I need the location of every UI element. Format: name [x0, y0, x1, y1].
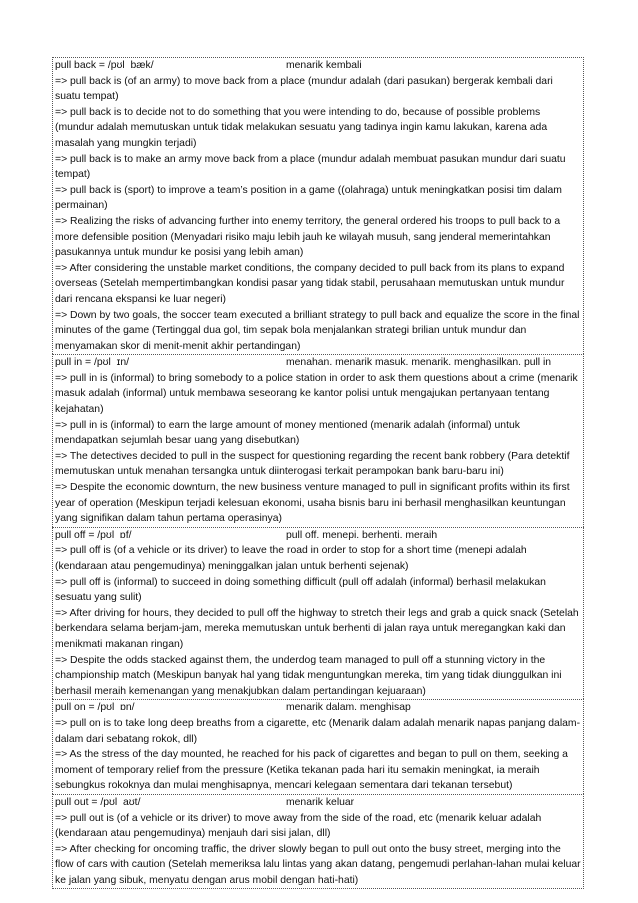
definition-line: => pull back is (sport) to improve a team’s position in a game ((olahraga) untuk meningkatkan posisi tim dalam permainan): [55, 184, 562, 212]
example-line: => Despite the odds stacked against them, the underdog team managed to pull off a stunning victory in the championship match (Meskipun banyak hal yang tidak menguntungkan mereka, tim yang tidak diunggulkan ini berhasil meraih kemenangan yang menakjubkan dalam pertandingan kejuaraan): [55, 654, 562, 697]
entry-heading: [55, 528, 581, 544]
example-line: => After driving for hours, they decided to pull off the highway to stretch their legs and grab a quick snack (Setelah berkendara selama berjam-jam, mereka memutuskan untuk berhenti di jalan raya untuk meregangkan kaki dan menikmati makanan ringan): [55, 607, 579, 650]
entry-pull-in: [52, 354, 584, 527]
example-line: => As the stress of the day mounted, he reached for his pack of cigarettes and began to pull on them, seeking a moment of temporary relief from the pressure (Ketika tekanan pada hari itu semakin meningkat, ia meraih sebungkus rokoknya dan mulai menghisapnya, mencari kelegaan sementara dari tekanan tersebut): [55, 749, 568, 792]
entry-term: pull on = /pʊl ɒn/: [55, 702, 135, 714]
entry-meaning: menahan. menarik masuk. menarik. menghasilkan. pull in: [286, 357, 552, 369]
entry-term: pull in = /pʊl ɪn/: [55, 357, 130, 369]
entry-term: pull off = /pʊl ɒf/: [55, 529, 132, 541]
definition-line: => pull in is (informal) to bring somebody to a police station in order to ask them questions about a crime (menarik masuk adalah (informal) untuk membawa seseorang ke kantor polisi untuk mengajukan pertanyaan tentang kejahatan): [55, 372, 578, 416]
entry-meaning: pull off. menepi. berhenti. meraih: [286, 529, 438, 541]
entry-heading: [55, 58, 581, 74]
entry-term: pull out = /pʊl aʊt/: [55, 796, 141, 808]
document-body: [52, 57, 584, 889]
entry-pull-on: [52, 699, 584, 794]
entry-pull-out: [52, 794, 584, 890]
entry-pull-off: [52, 527, 584, 700]
example-line: => After checking for oncoming traffic, the driver slowly began to pull out onto the busy street, merging into the flow of cars with caution (Setelah memeriksa lalu lintas yang akan datang, pengemudi perlahan-lahan mulai keluar ke jalan yang sibuk, menyatu dengan arus mobil dengan hati-hati): [55, 843, 581, 886]
example-line: => Down by two goals, the soccer team executed a brilliant strategy to pull back and equalize the score in the final minutes of the game (Tertinggal dua gol, tim sepak bola menjalankan strategi brilian untuk mundur dan menyamakan skor di menit-menit akhir pertandingan): [55, 309, 580, 352]
entry-meaning: menarik dalam. menghisap: [286, 702, 411, 714]
entry-meaning: menarik keluar: [286, 796, 355, 808]
entry-term: pull back = /pʊl bæk/: [55, 60, 154, 71]
definition-line: => pull in is (informal) to earn the large amount of money mentioned (menarik adalah (informal) untuk mendapatkan sejumlah besar uang yang disebutkan): [55, 419, 520, 447]
entry-heading: [55, 795, 581, 811]
definition-line: => pull back is (of an army) to move back from a place (mundur adalah (dari pasukan) bergerak kembali dari suatu tempat): [55, 75, 553, 103]
entry-pull-back: [52, 57, 584, 354]
definition-line: => pull out is (of a vehicle or its driver) to move away from the side of the road, etc (menarik keluar adalah (kendaraan atau pengemudinya) menjauh dari sisi jalan, dll): [55, 812, 542, 840]
definition-line: => pull on is to take long deep breaths from a cigarette, etc (Menarik dalam adalah menarik napas panjang dalam-dalam dari sebatang rokok, dll): [55, 717, 581, 745]
entry-heading: [55, 700, 581, 716]
example-line: => The detectives decided to pull in the suspect for questioning regarding the recent bank robbery (Para detektif memutuskan untuk menahan tersangka untuk diinterogasi terkait perampokan bank baru-baru ini): [55, 450, 570, 478]
example-line: => Despite the economic downturn, the new business venture managed to pull in significant profits within its first year of operation (Meskipun terjadi kelesuan ekonomi, usaha bisnis baru ini berhasil menghasilkan keuntungan yang signifikan dalam tahun pertama operasinya): [55, 482, 570, 525]
definition-line: => pull off is (informal) to succeed in doing something difficult (pull off adalah (informal) berhasil melakukan sesuatu yang sulit): [55, 576, 546, 604]
definition-line: => pull off is (of a vehicle or its driver) to leave the road in order to stop for a short time (menepi adalah (kendaraan atau pengemudinya) meninggalkan jalan untuk berhenti sejenak): [55, 545, 527, 572]
entry-meaning: menarik kembali: [286, 60, 362, 71]
example-line: => After considering the unstable market conditions, the company decided to pull back from its plans to expand overseas (Setelah mempertimbangkan kondisi pasar yang tidak stabil, perusahaan memutuskan untuk mundur dari rencana ekspansi ke luar negeri): [55, 262, 565, 305]
definition-line: => pull back is to decide not to do something that you were intending to do, because of possible problems (mundur adalah memutuskan untuk tidak melakukan sesuatu yang tadinya ingin kamu lakukan, karena ada masalah yang mungkin terjadi): [55, 106, 548, 149]
example-line: => Realizing the risks of advancing further into enemy territory, the general ordered his troops to pull back to a more defensible position (Menyadari risiko maju lebih jauh ke wilayah musuh, sang jenderal memerintahkan pasukannya untuk mundur ke posisi yang lebih aman): [55, 215, 561, 259]
entry-heading: [55, 355, 581, 371]
definition-line: => pull back is to make an army move back from a place (mundur adalah membuat pasukan mundur dari suatu tempat): [55, 153, 566, 181]
